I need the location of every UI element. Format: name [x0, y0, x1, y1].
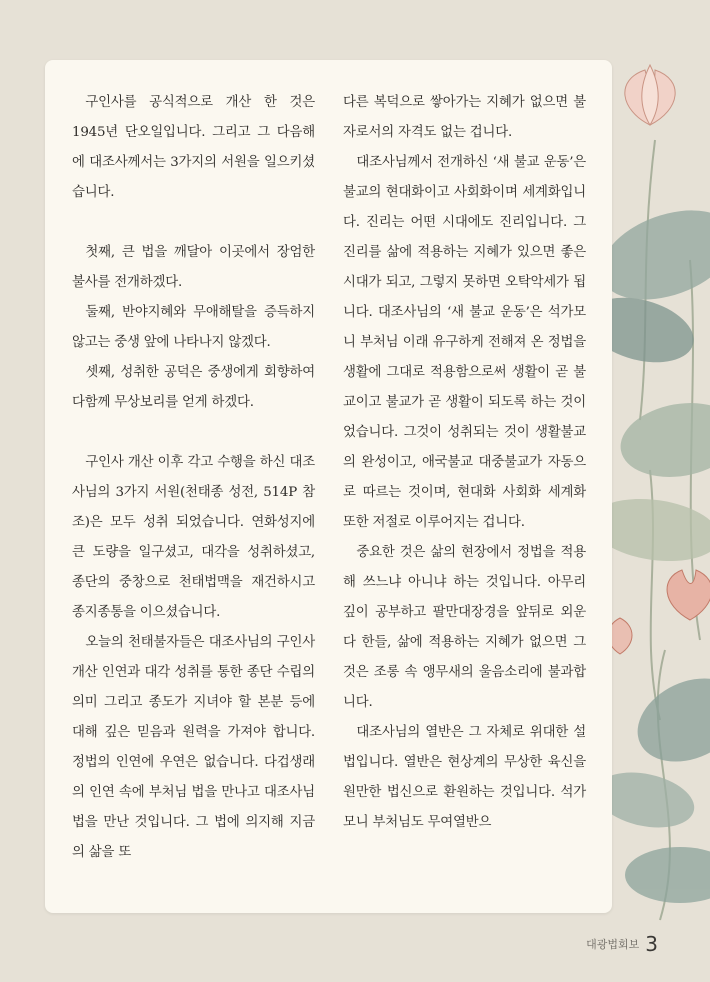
paragraph: 다른 복덕으로 쌓아가는 지혜가 없으면 불자로서의 자격도 없는 겁니다.	[343, 95, 586, 140]
paragraph: 첫째, 큰 법을 깨달아 이곳에서 장엄한 불사를 전개하겠다.	[72, 245, 315, 290]
publication-name: 대광법회보	[586, 938, 640, 951]
page-number: 3	[645, 932, 658, 956]
article-column-right	[343, 88, 586, 838]
article-column-left	[72, 88, 315, 868]
article-card	[45, 60, 612, 913]
paragraph: 셋째, 성취한 공덕은 중생에게 회향하여 다함께 무상보리를 얻게 하겠다.	[72, 365, 315, 410]
paragraph: 둘째, 반야지혜와 무애해탈을 증득하지 않고는 중생 앞에 나타나지 않겠다.	[72, 305, 315, 350]
paragraph: 대조사님께서 전개하신 ‘새 불교 운동’은 불교의 현대화이고 사회화이며 세계화입니다. 진리는 어떤 시대에도 진리입니다. 그 진리를 삶에 적용하는 지혜가 있으면 좋은 시대가 되고, 그렇지 못하면 오탁악세가 됩니다. 대조사님의 ‘새 불교 운동’은 석가모니 부처님 이래 유구하게 전해져 온 정법을 생활에 그대로 적용함으로써 생활이 곧 불교이고 불교가 곧 생활이 되도록 하는 것이었습니다. 그것이 성취되는 것이 생활불교의 완성이고, 애국불교 대중불교가 자동으로 따르는 것이며, 현대화 사회화 세계화 또한 저절로 이루어지는 겁니다.	[343, 155, 586, 530]
paragraph-spacer	[72, 208, 315, 238]
paragraph: 구인사 개산 이후 각고 수행을 하신 대조사님의 3가지 서원(천태종 성전, 514P 참조)은 모두 성취 되었습니다. 연화성지에 큰 도량을 일구셨고, 대각을 성취하셨고, 종단의 중창으로 천태법맥을 재건하시고 종지종통을 이으셨습니다.	[72, 455, 315, 620]
paragraph: 대조사님의 열반은 그 자체로 위대한 설법입니다. 열반은 현상계의 무상한 육신을 원만한 법신으로 환원하는 것입니다. 석가모니 부처님도 무여열반으	[343, 725, 586, 830]
paragraph: 중요한 것은 삶의 현장에서 정법을 적용해 쓰느냐 아니냐 하는 것입니다. 아무리 깊이 공부하고 팔만대장경을 앞뒤로 외운다 한들, 삶에 적용하는 지혜가 없으면 그것은 조롱 속 앵무새의 울음소리에 불과합니다.	[343, 545, 586, 710]
paragraph-spacer	[72, 418, 315, 448]
paragraph: 오늘의 천태불자들은 대조사님의 구인사 개산 인연과 대각 성취를 통한 종단 수립의 의미 그리고 종도가 지녀야 할 본분 등에 대해 깊은 믿음과 원력을 가져야 합니다. 정법의 인연에 우연은 없습니다. 다겁생래의 인연 속에 부처님 법을 만나고 대조사님 법을 만난 것입니다. 그 법에 의지해 지금의 삶을 또	[72, 635, 315, 860]
page-footer	[586, 932, 658, 956]
paragraph: 구인사를 공식적으로 개산 한 것은 1945년 단오일입니다. 그리고 그 다음해에 대조사께서는 3가지의 서원을 일으키셨습니다.	[72, 95, 315, 200]
